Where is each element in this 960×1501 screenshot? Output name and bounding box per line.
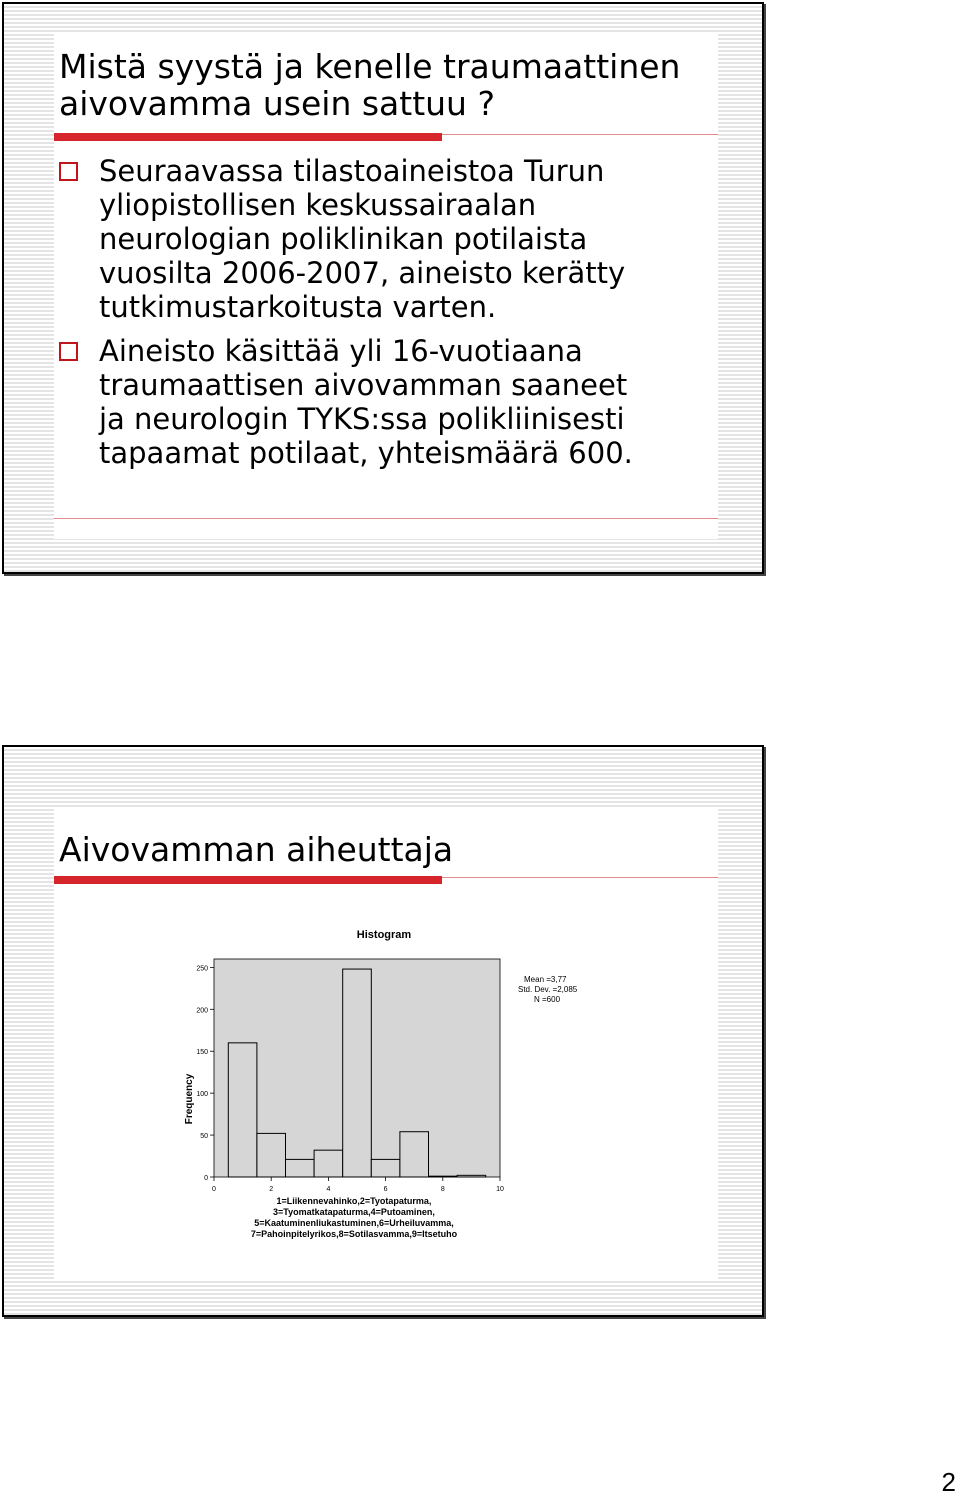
bullet-line: Aineisto käsittää yli 16-vuotiaana <box>99 334 583 368</box>
stats-box <box>518 975 578 1004</box>
slide-2-title-text: Aivovamman aiheuttaja <box>59 830 454 869</box>
bullet-line: Seuraavassa tilastoaineistoa Turun <box>99 154 605 188</box>
stats-line: Mean =3,77 <box>524 975 567 984</box>
title-underline-line <box>442 134 718 135</box>
title-underline-bar <box>54 876 442 884</box>
y-axis-label: Frequency <box>184 1073 195 1125</box>
x-axis-label-line: 5=Kaatuminenliukastuminen,6=Urheiluvamma, <box>254 1218 454 1228</box>
bullet-item <box>59 154 707 324</box>
histogram-bar <box>400 1132 429 1177</box>
y-tick-label: 0 <box>204 1175 208 1182</box>
bullet-item <box>59 334 707 470</box>
x-axis-label-line: 3=Tyomatkatapaturma,4=Putoaminen, <box>273 1207 435 1217</box>
histogram-bar <box>286 1159 315 1177</box>
x-tick-label: 8 <box>440 1186 445 1193</box>
footer-line <box>54 518 718 519</box>
x-axis-label <box>251 1196 458 1239</box>
bullet-line: ja neurologin TYKS:ssa polikliinisesti <box>99 402 625 436</box>
y-tick-label: 100 <box>196 1091 208 1099</box>
x-axis-label-line: 1=Liikennevahinko,2=Tyotapaturma, <box>276 1196 432 1206</box>
histogram-bar <box>429 1176 458 1177</box>
bullet-line: vuosilta 2006-2007, aineisto kerätty <box>99 256 626 290</box>
slide-2-title <box>59 831 453 868</box>
histogram-bar <box>343 969 372 1177</box>
stats-line: N =600 <box>534 995 561 1004</box>
square-bullet-icon <box>59 162 78 181</box>
slide-1 <box>2 2 764 574</box>
x-tick-label: 0 <box>212 1186 216 1193</box>
slide-1-title-line: Mistä syystä ja kenelle traumaattinen <box>59 47 681 86</box>
bullet-line: tutkimustarkoitusta varten. <box>99 290 497 324</box>
x-tick-label: 10 <box>496 1186 504 1193</box>
title-underline-line <box>442 877 718 878</box>
histogram-chart <box>164 895 606 1251</box>
histogram-bar <box>457 1175 486 1177</box>
square-bullet-icon <box>59 342 78 361</box>
x-tick-label: 6 <box>383 1186 388 1193</box>
title-underline-bar <box>54 133 442 141</box>
page-number: 2 <box>941 1467 956 1497</box>
y-tick-label: 50 <box>200 1133 208 1141</box>
histogram-bar <box>371 1159 400 1177</box>
stats-line: Std. Dev. =2,085 <box>518 985 578 994</box>
y-tick-label: 200 <box>196 1007 208 1015</box>
bullet-line: traumaattisen aivovamman saaneet <box>99 368 628 402</box>
x-axis-label-line: 7=Pahoinpitelyrikos,8=Sotilasvamma,9=Itsetuho <box>250 1229 458 1239</box>
x-tick-label: 2 <box>269 1186 274 1193</box>
x-tick-label: 4 <box>326 1186 331 1193</box>
histogram-svg <box>164 895 606 1251</box>
slide-1-title-line: aivovamma usein sattuu ? <box>59 84 495 123</box>
y-tick-label: 250 <box>196 965 208 973</box>
bullet-line: yliopistollisen keskussairaalan <box>99 188 537 222</box>
histogram-bar <box>314 1150 343 1177</box>
bullet-line: neurologian poliklinikan potilaista <box>99 222 588 256</box>
slide-1-title <box>59 48 680 122</box>
histogram-bar <box>228 1043 257 1177</box>
slide-2 <box>2 745 764 1317</box>
chart-title: Histogram <box>356 929 412 941</box>
y-tick-label: 150 <box>196 1049 208 1057</box>
bullet-line: tapaamat potilaat, yhteismäärä 600. <box>99 436 633 470</box>
histogram-bar <box>257 1133 286 1177</box>
